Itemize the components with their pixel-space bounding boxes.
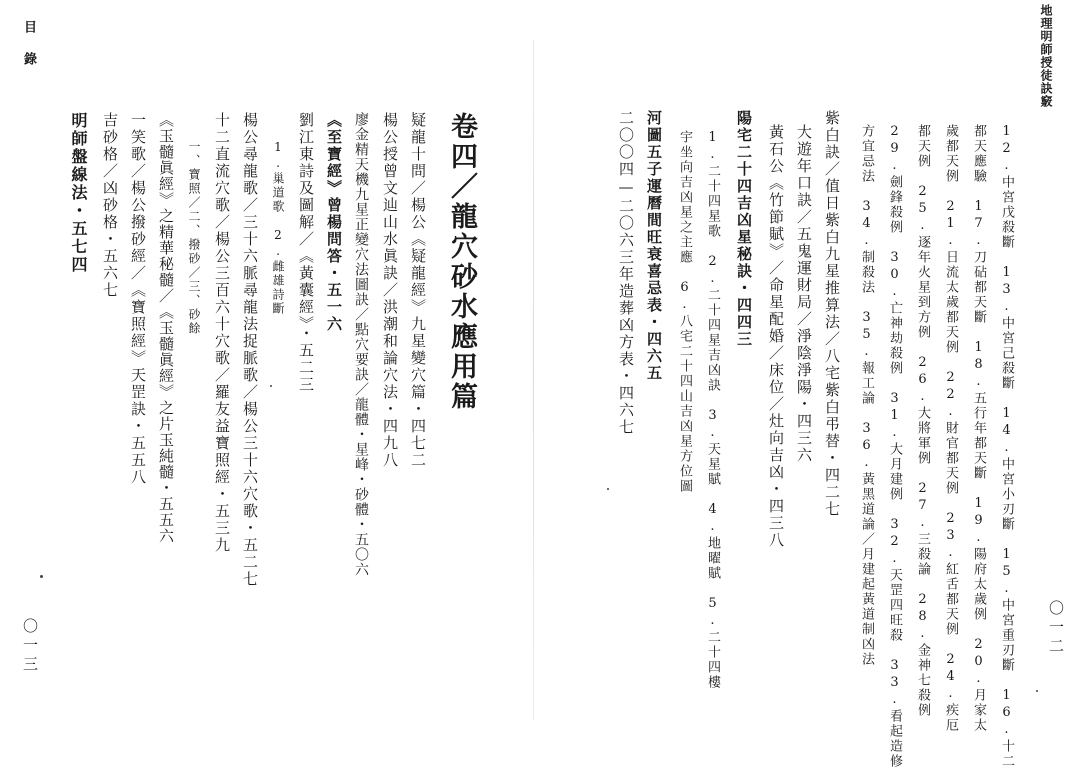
section-heading: 卷四／龍穴砂水應用篇 — [446, 112, 477, 412]
toc-line: 《至寶經》曾楊問答・五一六 — [325, 112, 343, 333]
scan-speck — [1036, 690, 1038, 692]
toc-line: 一笑歌／楊公撥砂經／《寶照經》天罡訣・五五八 — [129, 112, 147, 486]
toc-line: 都天應驗 17.刀砧都天斷 18.五行年都天斷 19.陽府太歲例 20.月家太 — [971, 124, 986, 733]
toc-line: 12.中宮戊殺斷 13.中宮己殺斷 14.中宮小刃斷 15.中宮重刃斷 16.十二 — [999, 124, 1014, 769]
toc-subline: 1.二十四星歌 2.二十四星吉凶訣 3.天星賦 4.地曜賦 5.二十四樓 — [705, 130, 720, 690]
toc-line: 劉江東詩及圖解／《黃囊經》・五二三 — [297, 112, 315, 394]
scan-speck — [607, 488, 609, 490]
toc-subline: 宇坐向吉凶星之主應 6.八宅二十四山吉凶星方位圖 — [677, 130, 692, 494]
scan-speck — [40, 575, 43, 578]
toc-subline: 一、寶照／二、撥砂／三、砂餘 — [187, 140, 201, 336]
right-page-number: 〇一二 — [1047, 600, 1065, 657]
toc-subline: 1.巢道歌 2.雌雄詩斷 — [271, 140, 285, 316]
toc-line: 楊公授曾文辿山水眞訣／洪潮和論穴法・四九八 — [381, 112, 399, 469]
toc-line: 《玉髓眞經》之精華秘髓／《玉髓眞經》之片玉純髓・五五六 — [157, 112, 175, 544]
toc-line: 楊公尋龍歌／三十六脈尋龍法捉脈歌／楊公三十六穴歌・五二七 — [241, 112, 259, 588]
page-gutter — [533, 40, 534, 720]
toc-line: 29.劍鋒殺例 30.亡神劫殺例 31.大月建例 32.天罡四旺殺 33.看起造修 — [887, 124, 902, 769]
toc-line: 疑龍十問／楊公《疑龍經》九星變穴篇・四七二 — [409, 112, 427, 469]
left-header-title: 目 — [21, 20, 36, 35]
right-page — [540, 0, 1091, 769]
toc-line: 歲都天例 21.日流太歲都天例 22.財官都天例 23.紅舌都天例 24.疾厄 — [943, 124, 958, 733]
toc-line: 二〇〇四—二〇六三年造葬凶方表・四六七 — [617, 110, 635, 436]
toc-line: 方宜忌法 34.制殺法 35.報工論 36.黃黑道論／月建起黃道制凶法 — [859, 124, 874, 667]
toc-line: 明師盤線法・五七四 — [69, 112, 88, 274]
left-page — [0, 0, 540, 747]
left-header-title-2: 錄 — [21, 52, 36, 67]
toc-line: 大遊年口訣／五鬼運財局／淨陰淨陽・四三六 — [795, 124, 813, 464]
left-page-number: 〇一三 — [21, 618, 39, 675]
toc-line: 廖金精天機九星正變穴法圖訣／點穴要訣／龍體・星峰・砂體・五〇六 — [353, 112, 369, 577]
toc-line: 紫白訣／值日紫白九星推算法／八宅紫白弔替・四二七 — [823, 110, 841, 518]
toc-line: 黃石公《竹節賦》／命星配婚／床位／灶向吉凶・四三八 — [767, 124, 785, 549]
toc-line: 吉砂格／凶砂格・五六七 — [101, 112, 119, 299]
toc-line: 都天例 25.逐年火星到方例 26.大將軍例 27.三殺論 28.金神七殺例 — [915, 124, 930, 718]
toc-line: 河圖五子運曆間旺衰喜忌表・四六五 — [645, 110, 663, 382]
running-title: 地理明師授徒訣竅 — [1039, 4, 1053, 108]
scan-speck — [270, 385, 272, 387]
toc-line: 陽宅二十四吉凶星秘訣・四四三 — [735, 110, 753, 348]
toc-line: 十二直流穴歌／楊公三百六十穴歌／羅友益寶照經・五三九 — [213, 112, 231, 554]
